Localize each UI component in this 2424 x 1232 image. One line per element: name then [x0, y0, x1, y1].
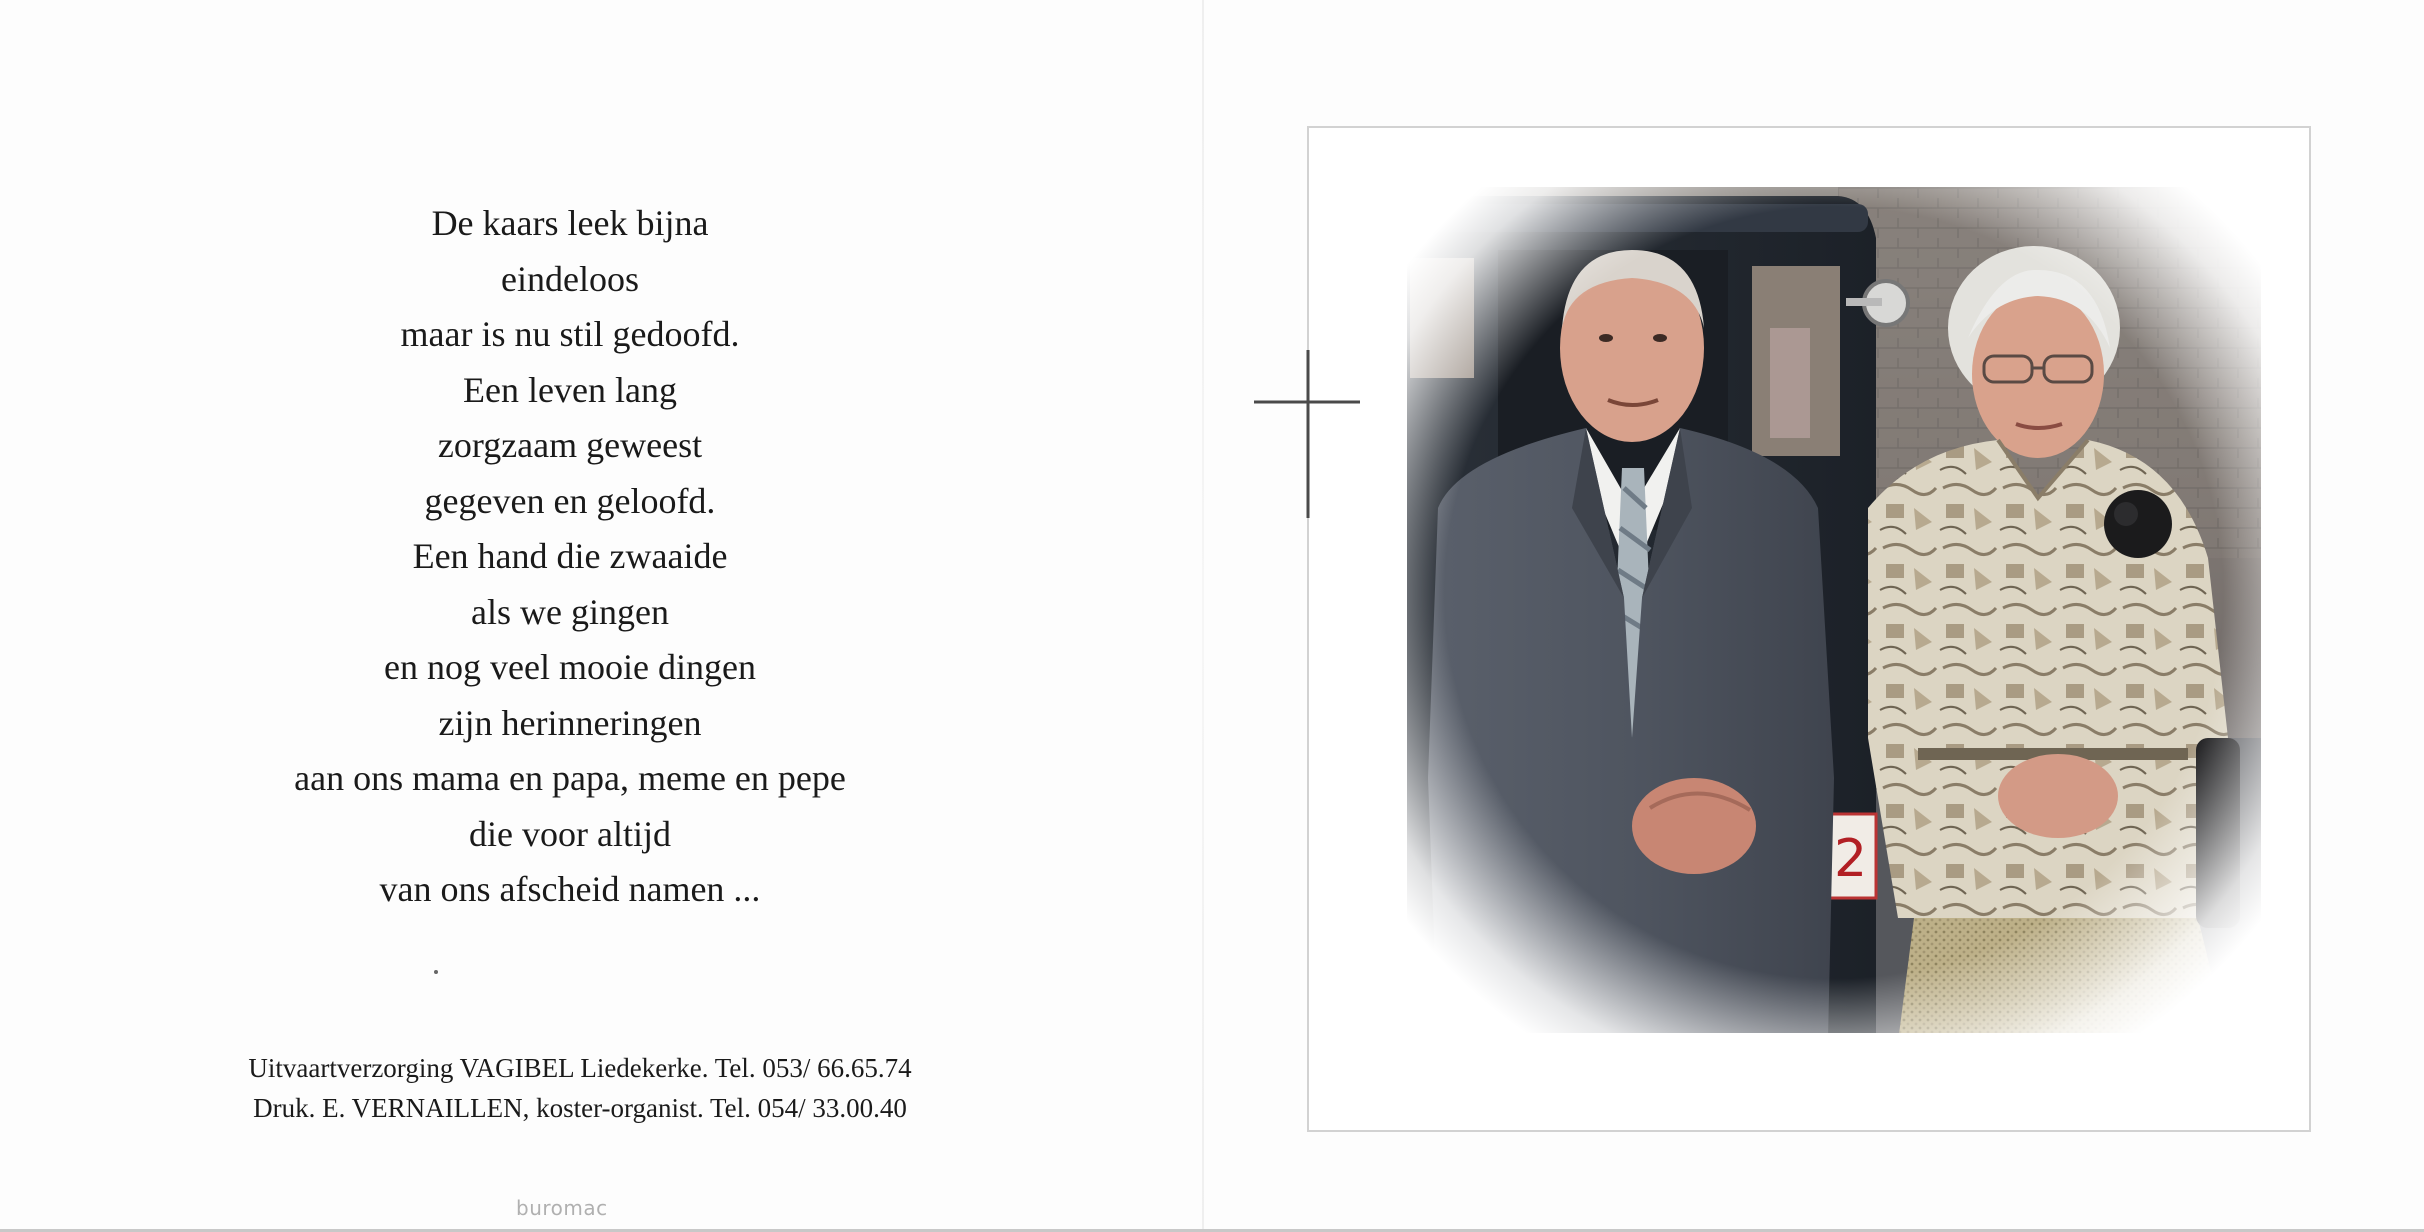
- cross-icon: [1252, 350, 1362, 520]
- printer-credit: Druk. E. VERNAILLEN, koster-organist. Tel. 054/ 33.00.40: [253, 1093, 907, 1123]
- poem: [150, 196, 990, 918]
- poem-line: eindeloos: [501, 258, 639, 299]
- poem-line: zorgzaam geweest: [437, 425, 703, 465]
- poem-line: gegeven en geloofd.: [424, 480, 716, 521]
- printer-mark: buromac: [516, 1196, 608, 1220]
- funeral-home-credit: Uitvaartverzorging VAGIBEL Liedekerke. Tel. 053/ 66.65.74: [248, 1053, 912, 1083]
- credits: [100, 1048, 1060, 1128]
- poem-line: als we gingen: [471, 591, 669, 632]
- poem-line: Een leven lang: [463, 369, 677, 410]
- poem-line: en nog veel mooie dingen: [384, 647, 756, 687]
- poem-line: zijn herinneringen: [438, 702, 702, 743]
- poem-line: Een hand die zwaaide: [412, 536, 728, 576]
- ornament-dot: [434, 970, 438, 974]
- portrait-photo: [1398, 178, 2270, 1042]
- poem-line: De kaars leek bijna: [431, 203, 709, 243]
- poem-line: van ons afscheid namen ...: [379, 869, 761, 909]
- card-fold: [1202, 0, 1204, 1232]
- poem-line: aan ons mama en papa, meme en pepe: [294, 758, 846, 798]
- poem-line: die voor altijd: [469, 813, 671, 854]
- poem-line: maar is nu stil gedoofd.: [400, 314, 740, 354]
